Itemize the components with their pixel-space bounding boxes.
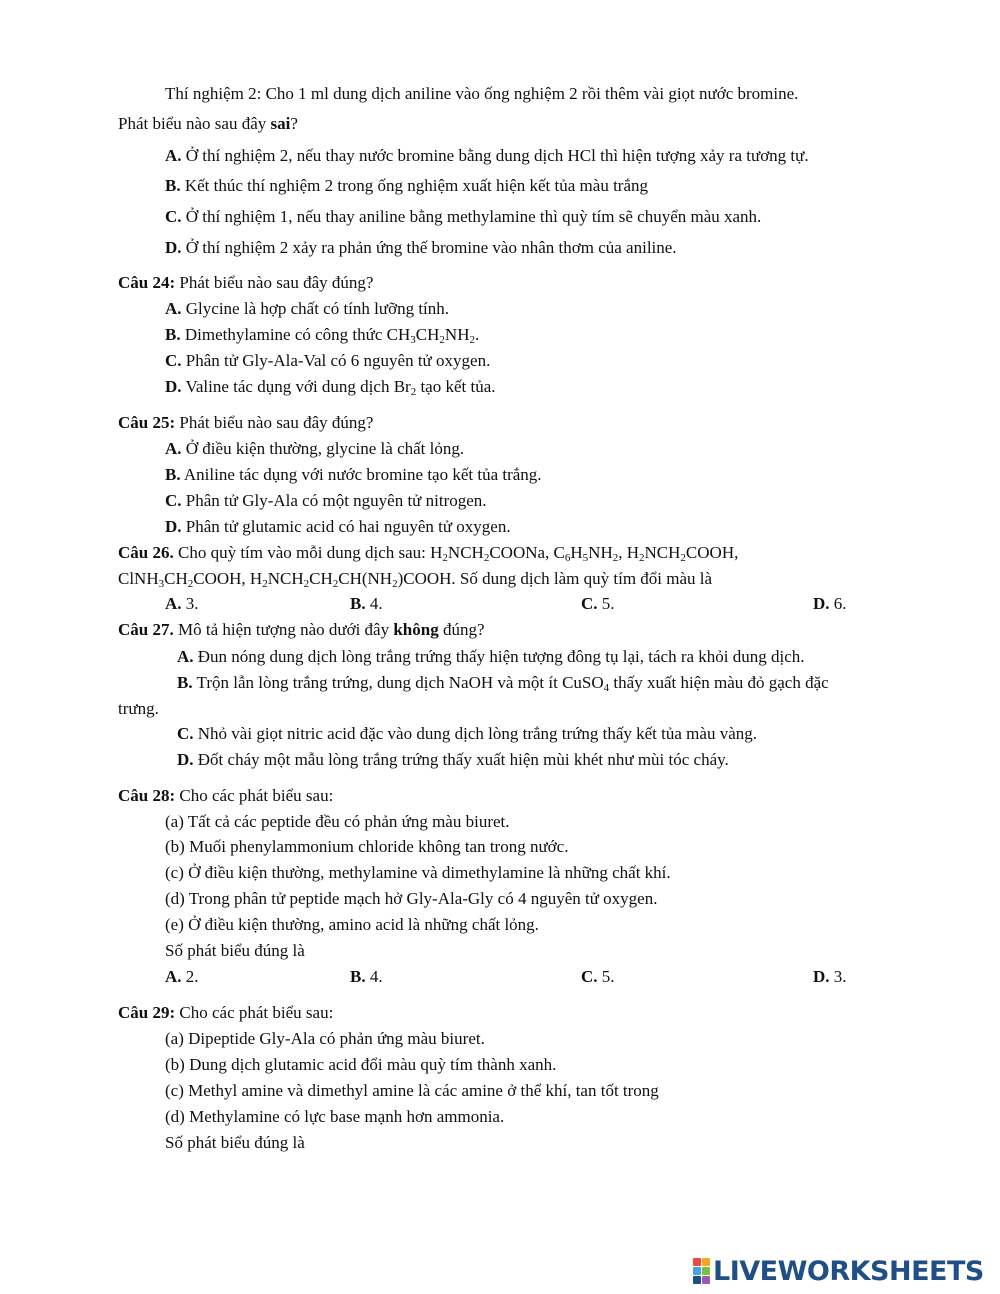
option-text: Phân tử glutamic acid có hai nguyên tử oxygen.	[181, 517, 511, 536]
q-text: ClNH	[118, 569, 159, 588]
q28-stem	[118, 786, 333, 806]
q27-option-d	[177, 750, 729, 770]
q28-item: (c) Ở điều kiện thường, methylamine và dimethylamine là những chất khí.	[165, 863, 671, 882]
q27-option-b-cont: trưng.	[118, 699, 159, 718]
q25-option-d	[165, 517, 511, 537]
q28-option-d	[813, 967, 847, 987]
q-text: NCH	[447, 543, 484, 562]
q-text: COOH,	[685, 543, 739, 562]
subscript: 2	[439, 334, 445, 346]
option-label: A.	[165, 299, 182, 318]
intro-question	[118, 114, 298, 134]
subscript: 2	[639, 552, 645, 564]
subscript: 2	[262, 578, 268, 590]
option-text: 3.	[181, 594, 199, 613]
option-text: Đốt cháy một mẫu lòng trắng trứng thấy xuất hiện mùi khét như mùi tóc cháy.	[193, 750, 729, 769]
q27-option-a	[177, 647, 805, 667]
option-text: 5.	[597, 594, 615, 613]
intro-option-d	[165, 238, 677, 258]
option-text: Phân tử Gly-Ala-Val có 6 nguyên tử oxygen.	[181, 351, 491, 370]
option-text: Glycine là hợp chất có tính lưỡng tính.	[181, 299, 450, 318]
option-label: C.	[177, 724, 194, 743]
subscript: 2	[442, 552, 448, 564]
q26-option-a	[165, 594, 199, 614]
q-text: NH	[588, 543, 613, 562]
q28-option-b	[350, 967, 383, 987]
formula-part: NH	[444, 325, 470, 344]
question-text-end: ?	[290, 114, 298, 133]
subscript: 2	[483, 552, 490, 564]
option-label: D.	[813, 967, 830, 986]
question-number: Câu 28:	[118, 786, 176, 805]
option-text: 3.	[829, 967, 847, 986]
question-number: Câu 25:	[118, 413, 176, 432]
option-label: A.	[165, 146, 182, 165]
logo-text: LIVEWORKSHEETS	[713, 1255, 984, 1287]
q-text: H	[570, 543, 583, 562]
q26-option-b	[350, 594, 383, 614]
q27-option-b	[177, 673, 829, 693]
question-emphasis: sai	[270, 114, 291, 133]
option-label: D.	[813, 594, 830, 613]
option-text: Aniline tác dụng với nước bromine tạo kết tủa trắng.	[180, 465, 542, 484]
option-label: B.	[165, 465, 181, 484]
question-number: Câu 26.	[118, 543, 174, 562]
subscript: 3	[158, 578, 165, 590]
q28-item: (e) Ở điều kiện thường, amino acid là những chất lỏng.	[165, 915, 539, 934]
q-text: NCH	[644, 543, 681, 562]
option-text: 2.	[181, 967, 199, 986]
q28-count-prompt: Số phát biểu đúng là	[165, 941, 305, 960]
subscript: 3	[410, 334, 416, 346]
q24-option-c	[165, 351, 490, 371]
question-text: Phát biểu nào sau đây đúng?	[175, 413, 374, 432]
option-label: B.	[350, 967, 366, 986]
option-label: C.	[581, 594, 598, 613]
intro-option-c	[165, 207, 761, 227]
option-text: 4.	[365, 594, 383, 613]
option-text: Trộn lẫn lòng trắng trứng, dung dịch NaOH và một ít CuSO	[192, 673, 604, 692]
subscript: 2	[612, 552, 619, 564]
q25-option-a	[165, 439, 464, 459]
option-label: A.	[165, 967, 182, 986]
liveworksheets-logo-icon	[693, 1258, 710, 1284]
option-text: Dimethylamine có công thức CH	[180, 325, 411, 344]
option-label: D.	[165, 377, 182, 396]
option-text: Ở thí nghiệm 1, nếu thay aniline bằng methylamine thì quỳ tím sẽ chuyển màu xanh.	[181, 207, 762, 226]
q25-stem	[118, 413, 373, 433]
option-text: Phân tử Gly-Ala có một nguyên tử nitrogen.	[181, 491, 487, 510]
subscript: 2	[332, 578, 339, 590]
q29-item: (d) Methylamine có lực base mạnh hơn ammonia.	[165, 1107, 505, 1126]
option-text: Đun nóng dung dịch lòng trắng trứng thấy hiện tượng đông tụ lại, tách ra khỏi dung dịch.	[193, 647, 805, 666]
q28-option-c	[581, 967, 615, 987]
subscript: 6	[564, 552, 571, 564]
option-text: 4.	[365, 967, 383, 986]
q28-option-a	[165, 967, 199, 987]
option-label: B.	[350, 594, 366, 613]
q29-item: (a) Dipeptide Gly-Ala có phản ứng màu biuret.	[165, 1029, 485, 1048]
option-text: Ở thí nghiệm 2 xảy ra phản ứng thế bromine vào nhân thơm của aniline.	[181, 238, 677, 257]
formula-part: CH	[415, 325, 440, 344]
q26-option-c	[581, 594, 615, 614]
q26-stem-line2	[118, 569, 712, 589]
option-label: B.	[165, 176, 181, 195]
subscript: 2	[187, 578, 194, 590]
q24-option-b	[165, 325, 479, 345]
q29-count-prompt: Số phát biểu đúng là	[165, 1133, 305, 1152]
q24-option-d	[165, 377, 496, 397]
q29-item: (b) Dung dịch glutamic acid đổi màu quỳ tím thành xanh.	[165, 1055, 557, 1074]
option-label: D.	[177, 750, 194, 769]
q24-option-a	[165, 299, 449, 319]
option-label: A.	[165, 594, 182, 613]
option-text: thấy xuất hiện màu đỏ gạch đặc	[609, 673, 829, 692]
option-label: B.	[165, 325, 181, 344]
question-number: Câu 27.	[118, 620, 174, 639]
question-emphasis: không	[393, 620, 439, 639]
q-text: CH	[164, 569, 188, 588]
intro-option-b	[165, 176, 648, 196]
option-text: tạo kết tủa.	[416, 377, 496, 396]
subscript: 5	[582, 552, 589, 564]
q27-option-c	[177, 724, 757, 744]
option-text: Kết thúc thí nghiệm 2 trong ống nghiệm xuất hiện kết tủa màu trắng	[180, 176, 648, 195]
option-label: C.	[165, 351, 182, 370]
subscript: 2	[680, 552, 686, 564]
subscript: 4	[603, 682, 610, 694]
q-text: )COOH. Số dung dịch làm quỳ tím đổi màu là	[397, 569, 713, 588]
q29-stem	[118, 1003, 333, 1023]
q-text: NCH	[267, 569, 304, 588]
question-text: Cho các phát biểu sau:	[175, 1003, 334, 1022]
option-label: D.	[165, 517, 182, 536]
subscript: 2	[303, 578, 310, 590]
intro-option-a	[165, 146, 809, 166]
q28-item: (d) Trong phân tử peptide mạch hở Gly-Ala-Gly có 4 nguyên tử oxygen.	[165, 889, 658, 908]
option-label: A.	[177, 647, 194, 666]
q25-option-b	[165, 465, 542, 485]
q28-item: (a) Tất cả các peptide đều có phản ứng màu biuret.	[165, 812, 510, 831]
question-text: Mô tả hiện tượng nào dưới đây	[173, 620, 394, 639]
option-text: Valine tác dụng với dung dịch Br	[181, 377, 411, 396]
option-text: Nhỏ vài giọt nitric acid đặc vào dung dịch lòng trắng trứng thấy kết tủa màu vàng.	[193, 724, 757, 743]
q-text: CH	[309, 569, 333, 588]
q28-item: (b) Muối phenylammonium chloride không tan trong nước.	[165, 837, 569, 856]
liveworksheets-logo	[693, 1256, 984, 1286]
q26-option-d	[813, 594, 847, 614]
q27-stem	[118, 620, 485, 640]
q-text: COONa, C	[489, 543, 565, 562]
question-number: Câu 29:	[118, 1003, 176, 1022]
option-label: C.	[581, 967, 598, 986]
q29-item: (c) Methyl amine và dimethyl amine là các amine ở thể khí, tan tốt trong	[165, 1081, 659, 1100]
question-number: Câu 24:	[118, 273, 176, 292]
question-text-end: đúng?	[438, 620, 485, 639]
q-text: COOH, H	[193, 569, 263, 588]
formula-part: .	[474, 325, 480, 344]
option-label: C.	[165, 207, 182, 226]
option-label: B.	[177, 673, 193, 692]
q26-stem-line1	[118, 543, 738, 563]
option-text: 5.	[597, 967, 615, 986]
question-text: Phát biểu nào sau đây đúng?	[175, 273, 374, 292]
option-label: A.	[165, 439, 182, 458]
subscript: 2	[392, 578, 398, 590]
subscript: 2	[410, 386, 417, 398]
option-text: 6.	[829, 594, 847, 613]
q24-stem	[118, 273, 373, 293]
option-text: Ở thí nghiệm 2, nếu thay nước bromine bằng dung dịch HCl thì hiện tượng xảy ra tương tự.	[181, 146, 809, 165]
subscript: 2	[469, 334, 475, 346]
option-label: D.	[165, 238, 182, 257]
q-text: CH(NH	[338, 569, 393, 588]
question-text: Phát biểu nào sau đây	[118, 114, 271, 133]
q-text: Cho quỳ tím vào mỗi dung dịch sau: H	[173, 543, 443, 562]
option-text: Ở điều kiện thường, glycine là chất lỏng.	[181, 439, 465, 458]
q25-option-c	[165, 491, 487, 511]
intro-line: Thí nghiệm 2: Cho 1 ml dung dịch aniline vào ống nghiệm 2 rồi thêm vài giọt nước bromine.	[165, 84, 799, 103]
q-text: , H	[618, 543, 640, 562]
option-label: C.	[165, 491, 182, 510]
question-text: Cho các phát biểu sau:	[175, 786, 334, 805]
